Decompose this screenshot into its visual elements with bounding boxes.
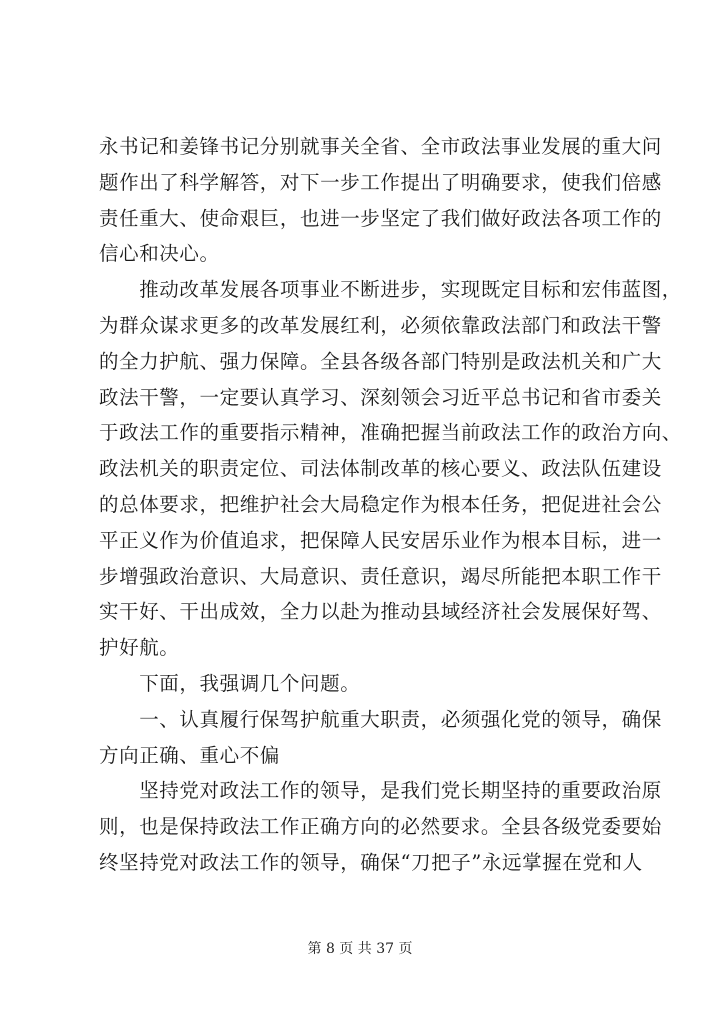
text-line: 的总体要求，把维护社会大局稳定作为根本任务，把促进社会公 — [99, 492, 662, 516]
text-line: 则，也是保持政法工作正确方向的必然要求。全县各级党委要始 — [99, 815, 662, 839]
section-heading-line: 一、认真履行保驾护航重大职责，必须强化党的领导，确保 — [99, 707, 662, 731]
text-line: 永书记和姜锋书记分别就事关全省、全市政法事业发展的重大问 — [99, 135, 662, 158]
text-line: 下面，我强调几个问题。 — [99, 671, 361, 695]
text-line: 坚持党对政法工作的领导，是我们党长期坚持的重要政治原 — [99, 779, 662, 803]
text-line: 题作出了科学解答，对下一步工作提出了明确要求，使我们倍感 — [99, 170, 662, 194]
text-line: 实干好、干出成效，全力以赴为推动县域经济社会发展保好驾、 — [99, 600, 662, 624]
page-number-footer: 第 8 页 共 37 页 — [307, 941, 413, 957]
text-line: 步增强政治意识、大局意识、责任意识，竭尽所能把本职工作干 — [99, 564, 662, 588]
text-line: 为群众谋求更多的改革发展红利，必须依靠政法部门和政法干警 — [99, 313, 662, 337]
text-line: 信心和决心。 — [99, 242, 220, 266]
text-line: 政法机关的职责定位、司法体制改革的核心要义、政法队伍建设 — [99, 457, 662, 481]
text-line: 平正义作为价值追求，把保障人民安居乐业作为根本目标，进一 — [99, 528, 662, 552]
text-line: 护好航。 — [99, 636, 180, 660]
text-line: 终坚持党对政法工作的领导，确保“刀把子”永远掌握在党和人 — [99, 850, 643, 874]
text-line: 推动改革发展各项事业不断进步，实现既定目标和宏伟蓝图， — [99, 278, 682, 302]
section-heading-line: 方向正确、重心不偏 — [99, 743, 280, 767]
text-line: 政法干警，一定要认真学习、深刻领会习近平总书记和省市委关 — [99, 385, 662, 409]
text-line: 的全力护航、强力保障。全县各级各部门特别是政法机关和广大 — [99, 349, 662, 373]
text-line: 于政法工作的重要指示精神，准确把握当前政法工作的政治方向、 — [99, 421, 682, 445]
text-line: 责任重大、使命艰巨，也进一步坚定了我们做好政法各项工作的 — [99, 206, 662, 230]
document-body — [99, 129, 682, 881]
